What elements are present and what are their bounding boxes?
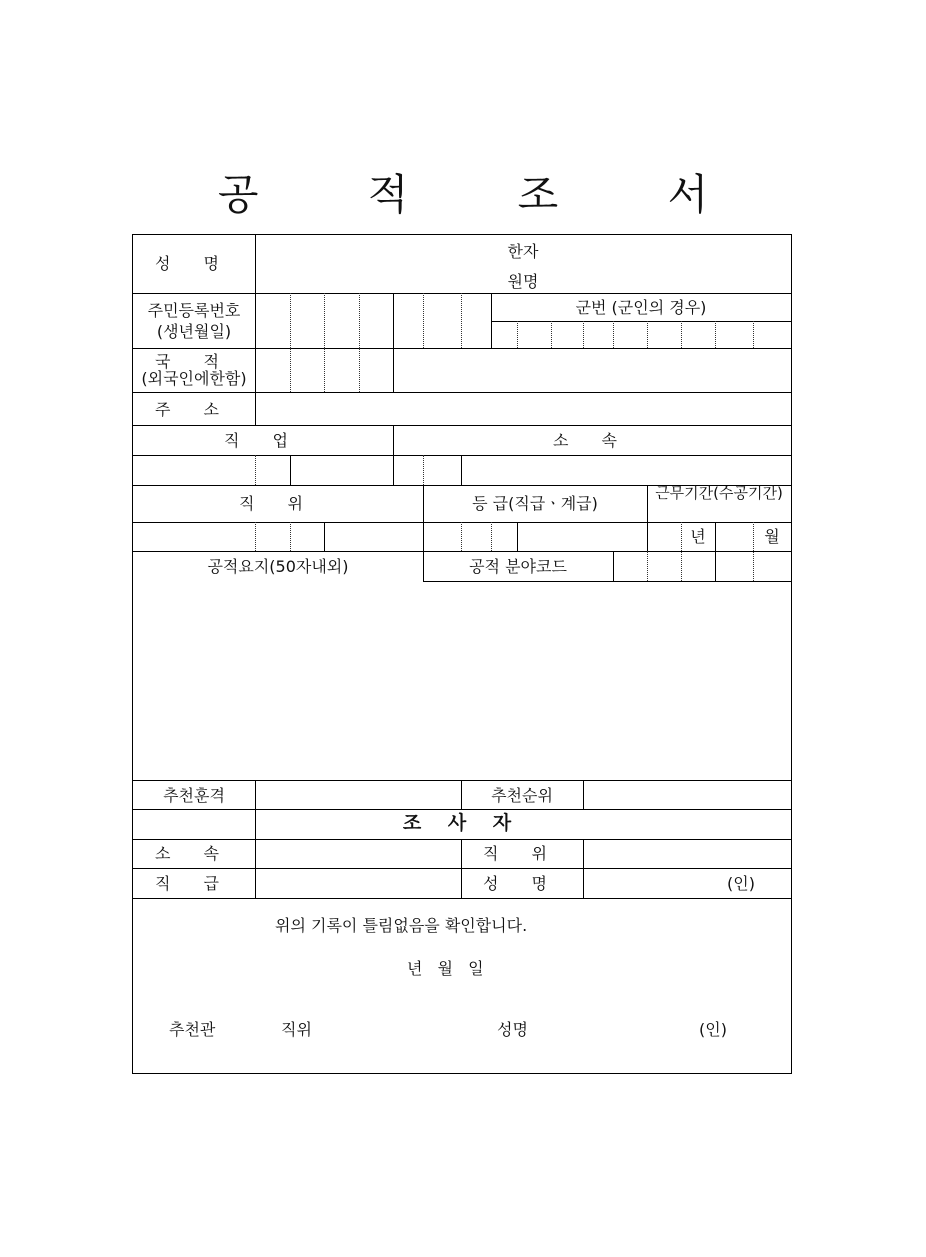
- col-divider: [393, 348, 394, 392]
- digit-divider: [583, 321, 584, 348]
- col-divider: [613, 551, 614, 581]
- col-divider: [583, 780, 584, 809]
- digit-divider: [753, 321, 754, 348]
- recommender-position-label: 직위: [281, 1020, 312, 1039]
- digit-divider: [681, 321, 682, 348]
- hanja-label: 한자: [507, 242, 539, 261]
- grade-label: 등 급(직급ㆍ계급): [472, 494, 598, 513]
- col-divider: [517, 522, 518, 551]
- recommender-seal-label: (인): [699, 1020, 727, 1039]
- merit-summary-label: 공적요지(50자내외): [207, 557, 349, 576]
- original-name-label: 원명: [507, 272, 539, 291]
- date-line: 년 월 일: [407, 959, 484, 978]
- digit-divider: [647, 321, 648, 348]
- col-divider: [583, 839, 584, 898]
- col-divider: [324, 522, 325, 551]
- digit-divider: [517, 321, 518, 348]
- birthdate-label: (생년월일): [156, 322, 232, 341]
- row-divider: [133, 392, 791, 393]
- digit-divider: [461, 522, 462, 551]
- military-number-label: 군번 (군인의 경우): [575, 298, 707, 317]
- name-label: 성 명: [155, 254, 233, 273]
- row-divider: [133, 455, 791, 456]
- row-divider: [133, 809, 791, 810]
- digit-divider: [715, 321, 716, 348]
- nationality-label: 국 적: [155, 352, 233, 371]
- digit-divider: [647, 551, 648, 581]
- digit-divider: [290, 293, 291, 348]
- digit-divider: [423, 293, 424, 348]
- year-label: 년: [690, 527, 706, 546]
- document-title: 공 적 조 서: [217, 170, 757, 219]
- recommended-rank-label: 추천순위: [491, 786, 553, 805]
- row-divider: [133, 522, 791, 523]
- digit-divider: [359, 293, 360, 348]
- row-divider: [491, 321, 791, 322]
- digit-divider: [461, 293, 462, 348]
- digit-divider: [324, 348, 325, 392]
- row-divider: [133, 780, 791, 781]
- recommender-label: 추천관: [169, 1020, 216, 1039]
- row-divider: [423, 581, 791, 582]
- digit-divider: [423, 455, 424, 485]
- col-divider: [393, 293, 394, 348]
- row-divider: [133, 868, 791, 869]
- col-divider: [290, 455, 291, 485]
- digit-divider: [613, 321, 614, 348]
- digit-divider: [290, 348, 291, 392]
- col-divider: [461, 455, 462, 485]
- row-divider: [133, 898, 791, 899]
- digit-divider: [491, 522, 492, 551]
- investigator-position-label: 직 위: [483, 844, 561, 863]
- investigator-seal-label: (인): [727, 874, 755, 893]
- merit-form: [132, 234, 792, 1074]
- address-label: 주 소: [155, 400, 233, 419]
- occupation-label: 직 업: [224, 431, 302, 450]
- row-divider: [133, 293, 791, 294]
- col-divider: [715, 522, 716, 581]
- merit-code-label: 공적 분야코드: [469, 557, 567, 576]
- recommender-name-label: 성명: [497, 1020, 528, 1039]
- investigator-grade-label: 직 급: [155, 874, 233, 893]
- digit-divider: [255, 455, 256, 485]
- investigator-heading: 조 사 자: [402, 812, 522, 834]
- affiliation-label: 소 속: [553, 431, 631, 450]
- digit-divider: [255, 522, 256, 551]
- recommended-award-label: 추천훈격: [163, 786, 225, 805]
- foreigner-only-label: (외국인에한함): [141, 369, 247, 388]
- row-divider: [133, 551, 791, 552]
- row-divider: [133, 348, 791, 349]
- resident-number-label: 주민등록번호: [147, 301, 241, 320]
- col-divider: [255, 392, 256, 425]
- digit-divider: [551, 321, 552, 348]
- position-label: 직 위: [239, 494, 317, 513]
- confirmation-statement: 위의 기록이 틀림없음을 확인합니다.: [275, 916, 528, 935]
- service-period-label: 근무기간(수공기간): [655, 484, 783, 502]
- digit-divider: [359, 348, 360, 392]
- month-label: 월: [764, 527, 780, 546]
- col-divider: [255, 780, 256, 898]
- row-divider: [133, 839, 791, 840]
- investigator-affiliation-label: 소 속: [155, 844, 233, 863]
- digit-divider: [324, 293, 325, 348]
- digit-divider: [290, 522, 291, 551]
- row-divider: [133, 425, 791, 426]
- investigator-name-label: 성 명: [483, 874, 561, 893]
